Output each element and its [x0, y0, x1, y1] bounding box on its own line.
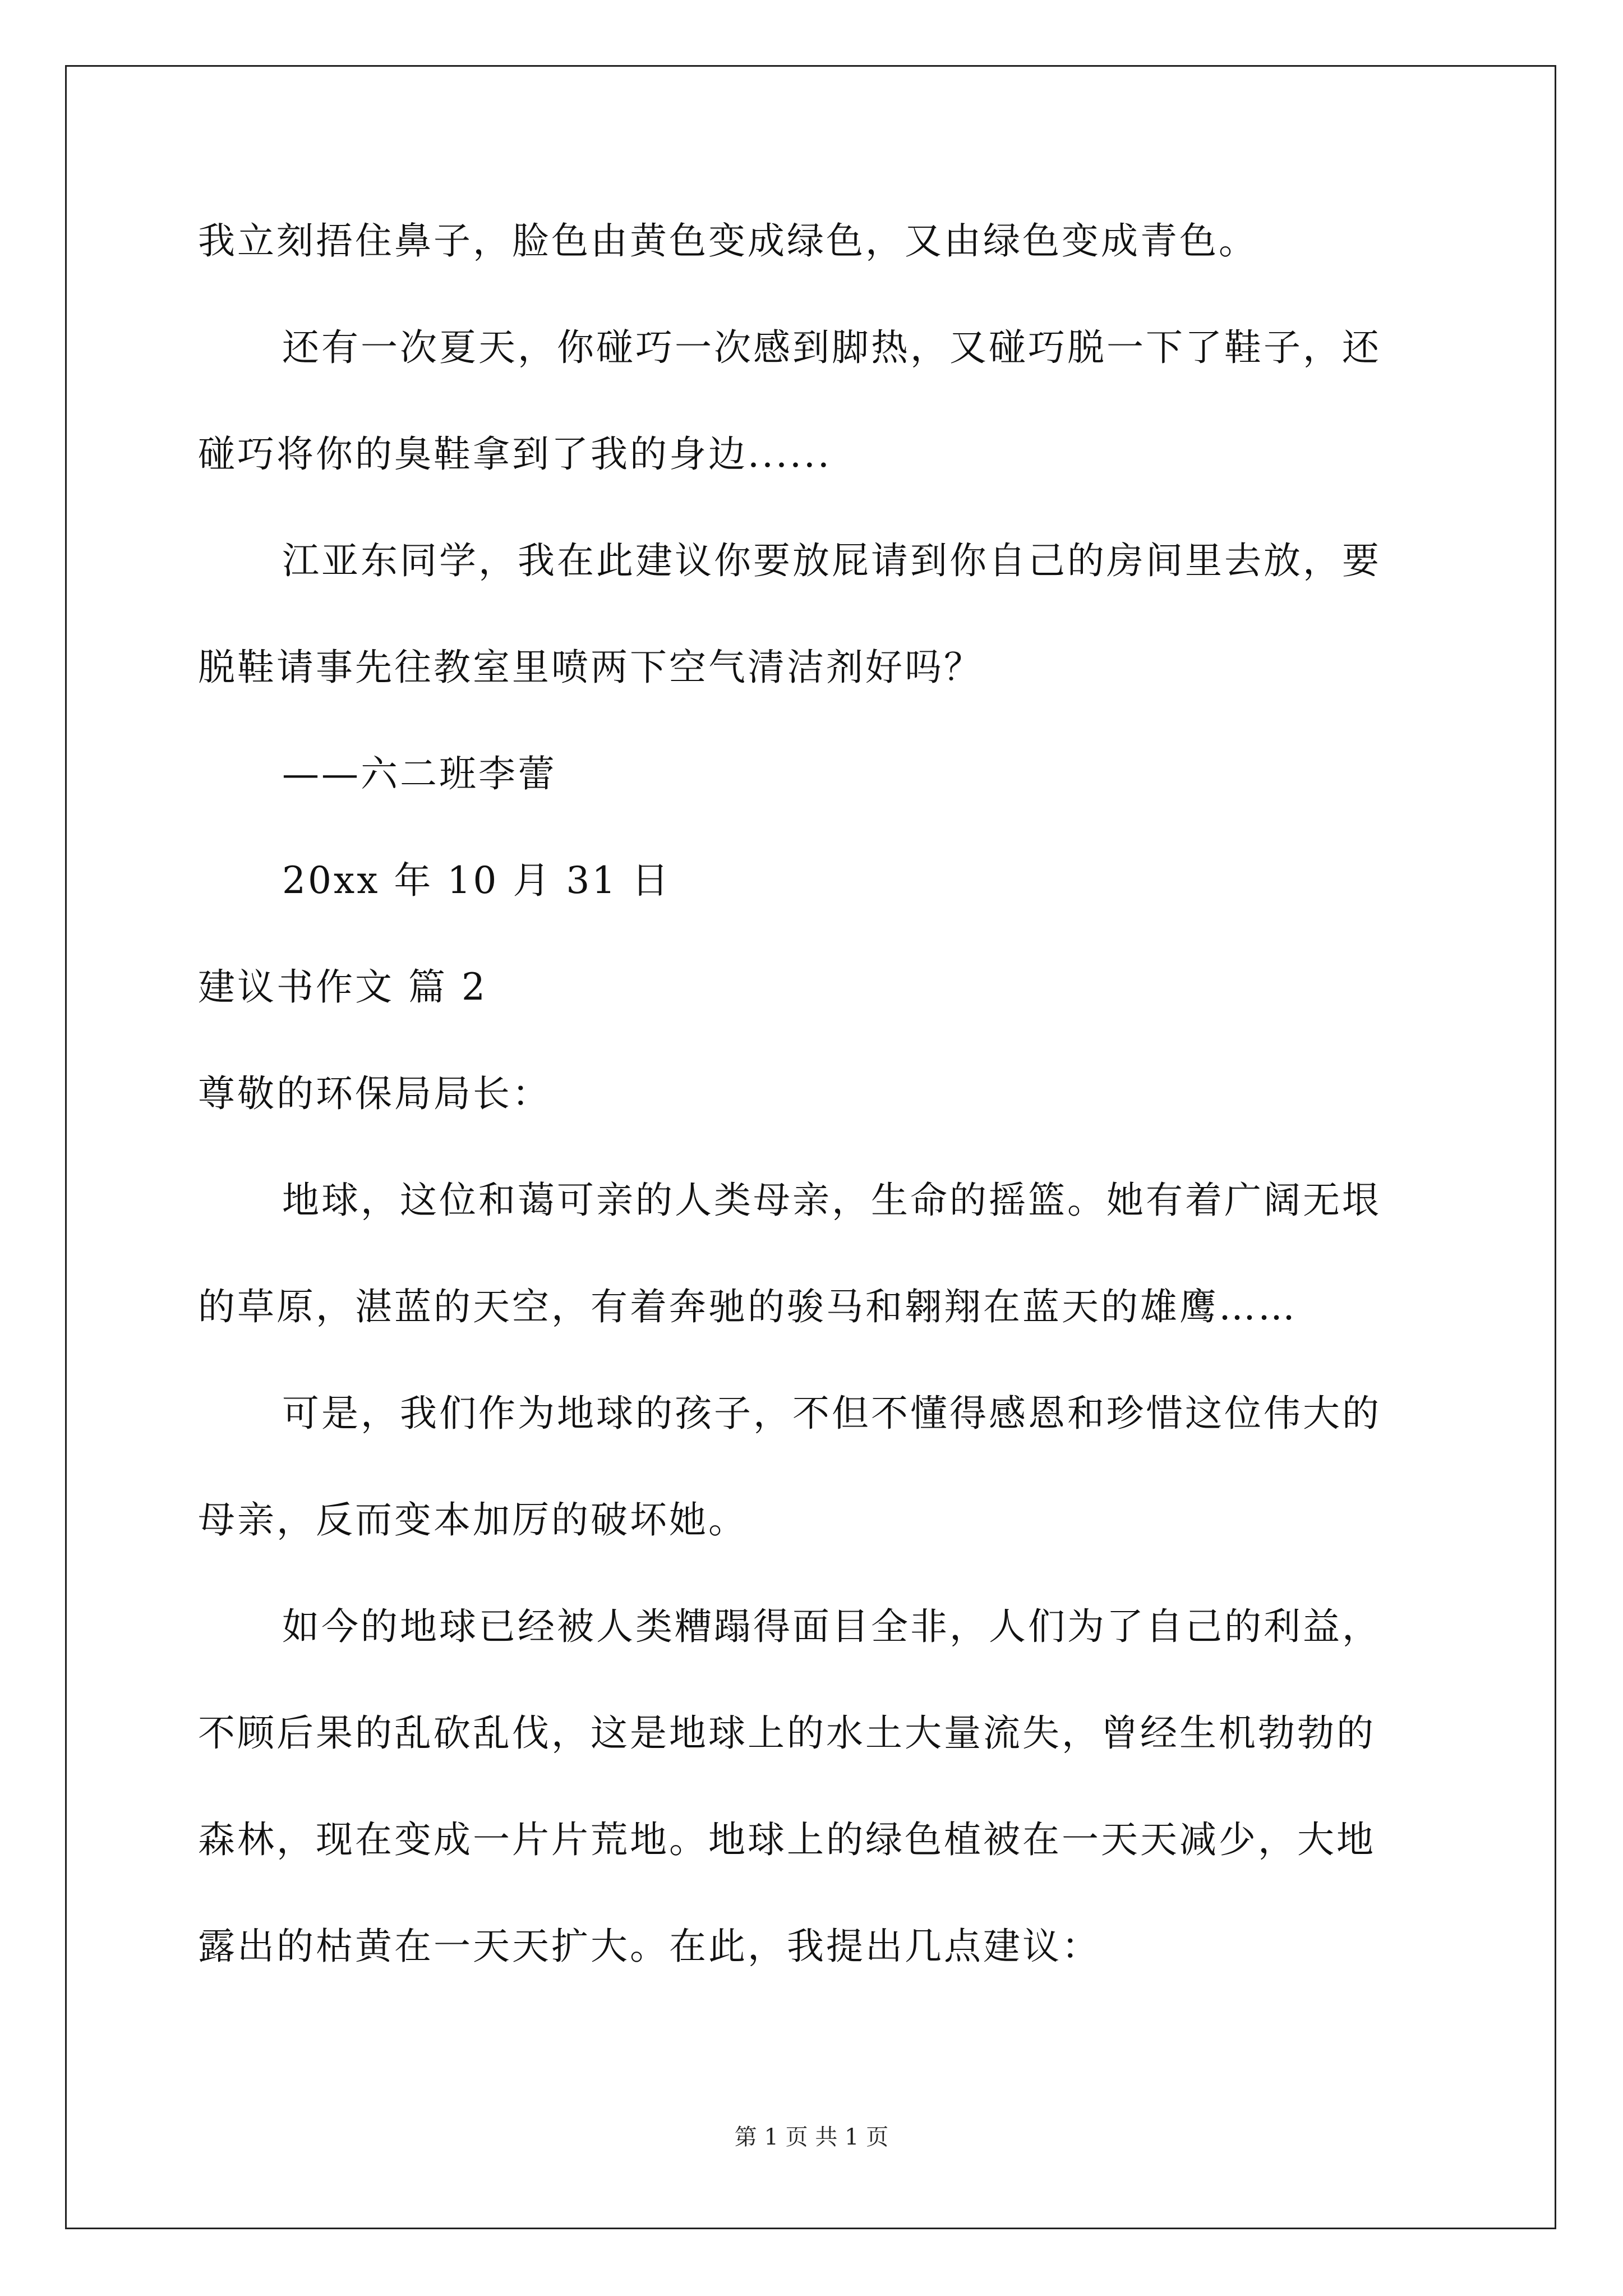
section-heading: 建议书作文 篇 2	[198, 965, 487, 1009]
signature-line: ——六二班李蕾	[282, 752, 557, 795]
date-line: 20xx 年 10 月 31 日	[282, 859, 671, 902]
paragraph-line: 江亚东同学，我在此建议你要放屁请到你自己的房间里去放，要	[282, 539, 1381, 582]
page-border	[65, 65, 1556, 2229]
text-line: 的草原，湛蓝的天空，有着奔驰的骏马和翱翔在蓝天的雄鹰……	[198, 1285, 1297, 1328]
text-line: 母亲，反而变本加厉的破坏她。	[198, 1498, 748, 1542]
page-footer: 第 1 页 共 1 页	[734, 2124, 889, 2150]
text-line: 不顾后果的乱砍乱伐，这是地球上的水土大量流失，曾经生机勃勃的	[198, 1711, 1376, 1755]
text-line: 碰巧将你的臭鞋拿到了我的身边......	[198, 432, 832, 476]
paragraph-line: 如今的地球已经被人类糟蹋得面目全非，人们为了自己的利益，	[282, 1605, 1381, 1648]
text-line: 我立刻捂住鼻子，脸色由黄色变成绿色，又由绿色变成青色。	[198, 219, 1258, 263]
paragraph-line: 地球，这位和蔼可亲的人类母亲，生命的摇篮。她有着广阔无垠	[282, 1179, 1381, 1222]
text-line: 森林，现在变成一片片荒地。地球上的绿色植被在一天天减少，大地	[198, 1818, 1376, 1861]
salutation: 尊敬的环保局局长：	[198, 1072, 551, 1115]
paragraph-line: 可是，我们作为地球的孩子，不但不懂得感恩和珍惜这位伟大的	[282, 1392, 1381, 1435]
text-line: 露出的枯黄在一天天扩大。在此，我提出几点建议：	[198, 1925, 1101, 1968]
text-line: 脱鞋请事先往教室里喷两下空气清洁剂好吗？	[198, 646, 983, 689]
paragraph-line: 还有一次夏天，你碰巧一次感到脚热，又碰巧脱一下了鞋子，还	[282, 326, 1381, 369]
